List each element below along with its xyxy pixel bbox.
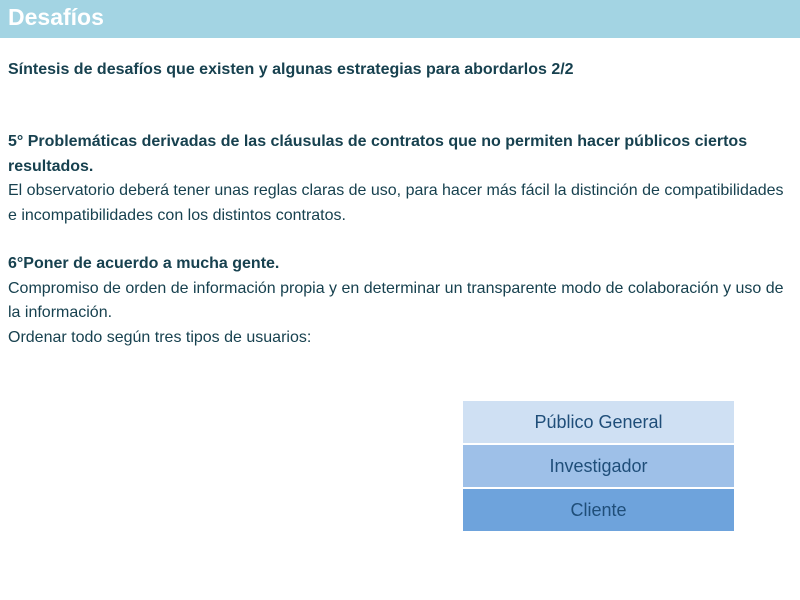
user-types-stack <box>463 401 734 533</box>
slide-body <box>8 130 788 350</box>
slide-title: Desafíos <box>8 4 104 30</box>
subtitle: Síntesis de desafíos que existen y algunas estrategias para abordarlos 2/2 <box>8 61 574 78</box>
section-5-heading: 5° Problemáticas derivadas de las cláusulas de contratos que no permiten hacer públicos ciertos resultados. <box>8 133 748 175</box>
section-5-text: El observatorio deberá tener unas reglas claras de uso, para hacer más fácil la distinción de compatibilidades e incompatibilidades con los distintos contratos. <box>8 182 784 224</box>
title-bar <box>0 0 800 38</box>
section-6-heading: 6°Poner de acuerdo a mucha gente. <box>8 255 280 272</box>
user-type-researcher: Investigador <box>463 445 734 487</box>
section-6-text-2: Ordenar todo según tres tipos de usuarios: <box>8 328 312 346</box>
user-type-public: Público General <box>463 401 734 443</box>
user-type-client: Cliente <box>463 489 734 531</box>
section-6-text: Compromiso de orden de información propia y en determinar un transparente modo de colaboración y uso de la información. <box>8 279 784 321</box>
